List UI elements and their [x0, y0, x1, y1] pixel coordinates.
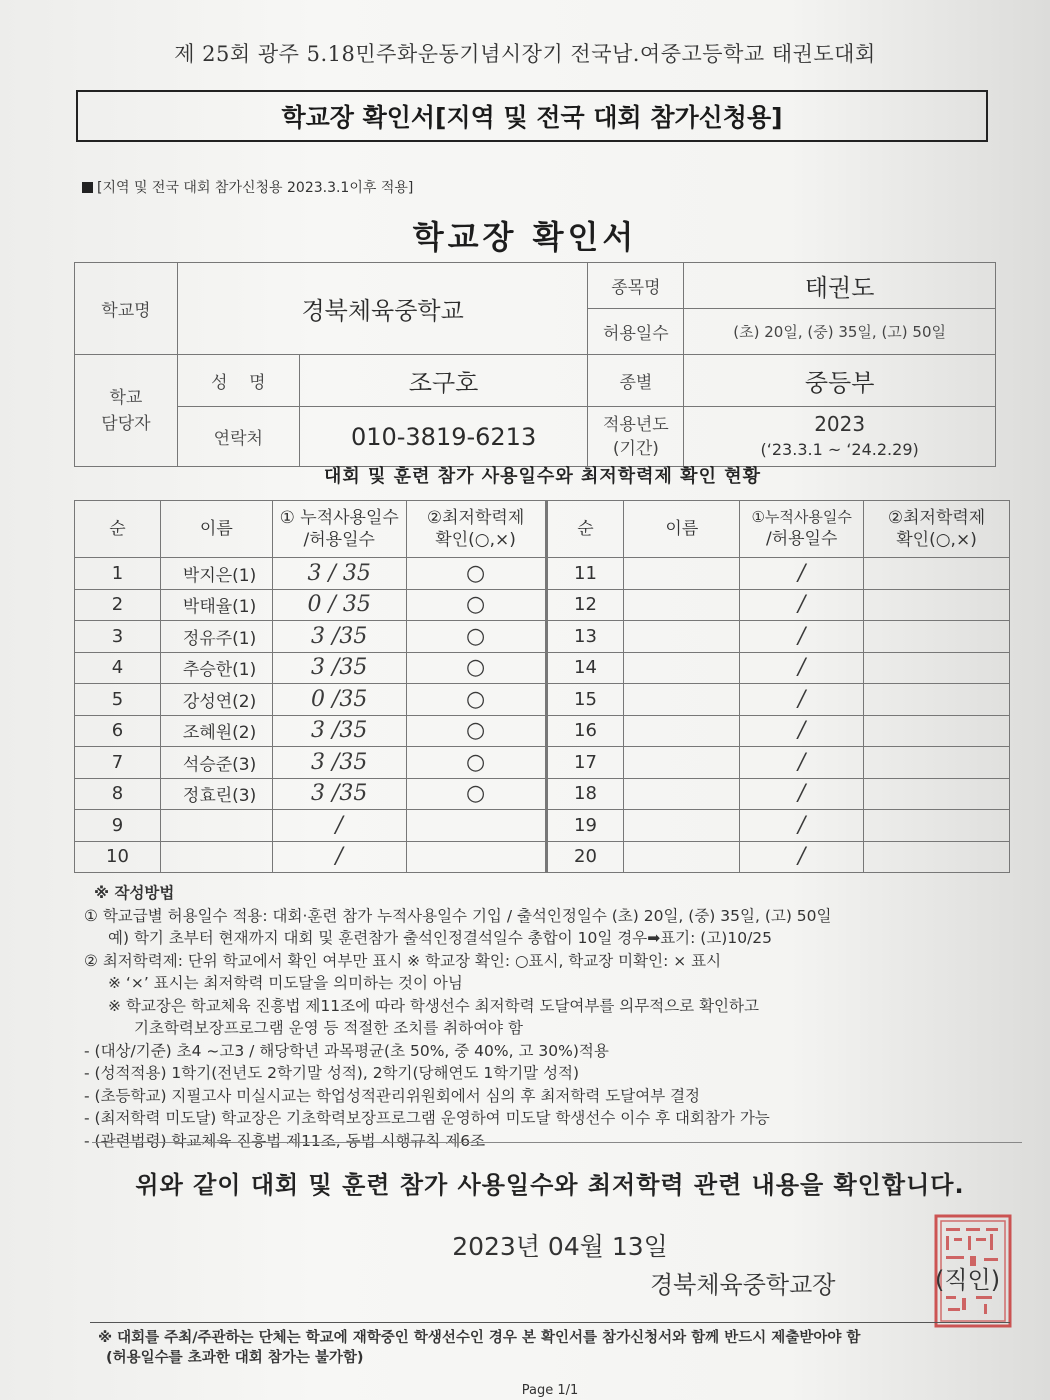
student-name: 박태율(1) [160, 589, 272, 621]
row-number: 16 [546, 715, 624, 747]
allowed-days-label: 허용일수 [588, 309, 684, 355]
confirmation-statement: 위와 같이 대회 및 훈련 참가 사용일수와 최저학력 관련 내용을 확인합니다. [135, 1171, 965, 1199]
division-label: 종별 [588, 355, 684, 407]
used-days: / [740, 589, 864, 621]
used-days: / [740, 652, 864, 684]
used-days: / [740, 778, 864, 810]
used-days: / [272, 810, 406, 842]
apply-note-text: [지역 및 전국 대회 참가신청용 2023.3.1이후 적용] [97, 180, 414, 196]
row-number: 2 [75, 589, 161, 621]
col-min-line2: 확인(○,×) [435, 530, 516, 550]
row-number: 20 [546, 841, 624, 873]
col-no: 순 [75, 501, 161, 558]
col-name: 이름 [160, 501, 272, 558]
min-level-check [864, 684, 1010, 716]
year-label-line1: 적용년도 [603, 414, 669, 435]
school-name-label: 학교명 [75, 263, 178, 355]
used-days: 0 /35 [272, 684, 406, 716]
instruction-line: ② 최저학력제: 단위 학교에서 확인 여부만 표시 ※ 학교장 확인: ○표시, 학교장 미확인: × 표시 [84, 951, 722, 970]
col-min-line1: ②최저학력제 [426, 507, 525, 528]
min-level-check [864, 621, 1010, 653]
contact-value: 010-3819-6213 [299, 407, 588, 467]
used-days: 0 / 35 [272, 589, 406, 621]
row-number: 6 [75, 715, 161, 747]
row-number: 17 [546, 747, 624, 779]
instruction-line: - (대상/기준) 초4 ~고3 / 해당학년 과목평균(초 50%, 중 40%, 고 30%)적용 [84, 1041, 609, 1060]
school-manager-label: 학교 담당자 [75, 355, 178, 467]
min-level-check [864, 810, 1010, 842]
student-name [160, 810, 272, 842]
instruction-line: - (성적적용) 1학기(전년도 2학기말 성적), 2학기(당해연도 1학기말 성적) [84, 1064, 580, 1082]
min-level-check [864, 715, 1010, 747]
table-row [75, 684, 1010, 716]
min-level-check: ○ [406, 684, 546, 716]
used-days: 3 /35 [272, 747, 406, 779]
divider [90, 1322, 1010, 1323]
square-bullet-icon [82, 182, 93, 193]
used-days: / [740, 715, 864, 747]
footnote-line2: (허용일수를 초과한 대회 참가는 불가함) [106, 1350, 364, 1366]
student-name [624, 621, 740, 653]
table-row [75, 589, 1010, 621]
col-min-right [864, 501, 1010, 558]
instruction-line: ① 학교급별 허용일수 적용: 대회·훈련 참가 누적사용일수 기입 / 출석인정일수 (초) 20일, (중) 35일, (고) 50일 [84, 906, 832, 925]
min-level-check: ○ [406, 747, 546, 779]
row-number: 1 [75, 558, 161, 590]
school-info-table [74, 262, 996, 467]
col-days-right [740, 501, 864, 558]
table-row [75, 558, 1010, 590]
instructions [84, 882, 1004, 1152]
student-name [624, 652, 740, 684]
col-min-right-line2: 확인(○,×) [896, 530, 977, 550]
footnote [98, 1328, 860, 1368]
used-days: / [740, 810, 864, 842]
manager-name-label: 성 명 [177, 355, 299, 407]
used-days: / [740, 558, 864, 590]
instruction-line: 기초학력보장프로그램 운영 등 적절한 조치를 취하여야 함 [134, 1019, 523, 1037]
min-level-check: ○ [406, 589, 546, 621]
year-label [588, 407, 684, 467]
student-name [624, 810, 740, 842]
row-number: 5 [75, 684, 161, 716]
used-days: 3 /35 [272, 652, 406, 684]
table-row [75, 747, 1010, 779]
row-number: 14 [546, 652, 624, 684]
year-label-line2: (기간) [612, 438, 659, 459]
year-cell [684, 407, 996, 467]
row-number: 13 [546, 621, 624, 653]
allowed-days-value: (초) 20일, (중) 35일, (고) 50일 [684, 309, 996, 355]
used-days: / [272, 841, 406, 873]
min-level-check: ○ [406, 621, 546, 653]
event-value: 태권도 [684, 263, 996, 309]
student-name [624, 589, 740, 621]
form-box-title: 학교장 확인서[지역 및 전국 대회 참가신청용] [76, 90, 988, 142]
student-name [624, 684, 740, 716]
instructions-heading: ※ 작성방법 [94, 884, 175, 902]
used-days: 3 /35 [272, 621, 406, 653]
min-level-check: ○ [406, 558, 546, 590]
used-days: / [740, 841, 864, 873]
min-level-check [406, 810, 546, 842]
student-name [160, 841, 272, 873]
event-label: 종목명 [588, 263, 684, 309]
col-days-line1: ① 누적사용일수 [279, 507, 399, 528]
student-name [624, 715, 740, 747]
seal-label: (직인) [935, 1266, 1001, 1294]
student-name: 추승한(1) [160, 652, 272, 684]
confirmation-date: 2023년 04월 13일 [452, 1232, 668, 1261]
event-title: 제 25회 광주 5.18민주화운동기념시장기 전국남.여중고등학교 태권도대회 [174, 42, 876, 66]
student-name [624, 747, 740, 779]
min-level-check [864, 589, 1010, 621]
used-days: / [740, 621, 864, 653]
col-days [272, 501, 406, 558]
student-name: 정효린(3) [160, 778, 272, 810]
min-level-check: ○ [406, 778, 546, 810]
instruction-line: - (최저학력 미도달) 학교장은 기초학력보장프로그램 운영하여 미도달 학생선수 이수 후 대회참가 가능 [84, 1109, 770, 1127]
min-level-check [406, 841, 546, 873]
student-name: 석승준(3) [160, 747, 272, 779]
student-name: 강성연(2) [160, 684, 272, 716]
instruction-line: - (초등학교) 지필고사 미실시교는 학업성적관리위원회에서 심의 후 최저학력 도달여부 결정 [84, 1086, 701, 1105]
roster-section-title: 대회 및 훈련 참가 사용일수와 최저학력제 확인 현황 [323, 466, 761, 487]
instruction-line: - (관련법령) 학교체육 진흥법 제11조, 동법 시행규칙 제6조 [84, 1131, 486, 1150]
col-days-line2: /허용일수 [303, 530, 375, 550]
table-row [75, 621, 1010, 653]
document-title: 학교장 확인서 [412, 218, 638, 256]
row-number: 10 [75, 841, 161, 873]
instruction-line: ※ 학교장은 학교체육 진흥법 제11조에 따라 학생선수 최저학력 도달여부를 의무적으로 확인하고 [108, 996, 759, 1015]
instruction-line: ※ ‘×’ 표시는 최저학력 미도달을 의미하는 것이 아님 [108, 974, 463, 992]
col-name-right: 이름 [624, 501, 740, 558]
min-level-check [864, 558, 1010, 590]
student-name: 정유주(1) [160, 621, 272, 653]
row-number: 7 [75, 747, 161, 779]
table-row [75, 810, 1010, 842]
apply-note [82, 177, 413, 197]
min-level-check [864, 841, 1010, 873]
page-number: Page 1/1 [521, 1383, 579, 1398]
roster-body [75, 558, 1010, 873]
footnote-line1: ※ 대회를 주최/주관하는 단체는 학교에 재학중인 학생선수인 경우 본 확인서를 참가신청서와 함께 반드시 제출받아야 함 [98, 1330, 861, 1346]
row-number: 3 [75, 621, 161, 653]
row-number: 4 [75, 652, 161, 684]
row-number: 12 [546, 589, 624, 621]
student-name [624, 558, 740, 590]
col-min [406, 501, 546, 558]
manager-name-value: 조구호 [299, 355, 588, 407]
used-days: 3 /35 [272, 715, 406, 747]
min-level-check [864, 652, 1010, 684]
row-number: 11 [546, 558, 624, 590]
used-days: / [740, 747, 864, 779]
roster-header-row [75, 501, 1010, 558]
row-number: 18 [546, 778, 624, 810]
col-days-right-line1: ①누적사용일수 [751, 508, 852, 527]
instruction-line: 예) 학기 초부터 현재까지 대회 및 훈련참가 출석인정결석일수 총합이 10일 경우➡표기: (고)10/25 [108, 929, 773, 947]
used-days: / [740, 684, 864, 716]
contact-label: 연락처 [177, 407, 299, 467]
roster-table [74, 500, 1010, 873]
row-number: 9 [75, 810, 161, 842]
col-no-right: 순 [546, 501, 624, 558]
division-value: 중등부 [684, 355, 996, 407]
year-value: 2023 [814, 411, 866, 436]
col-min-right-line1: ②최저학력제 [887, 507, 986, 528]
row-number: 19 [546, 810, 624, 842]
min-level-check [864, 747, 1010, 779]
table-row [75, 715, 1010, 747]
table-row [75, 652, 1010, 684]
period-value: (‘23.3.1 ~ ‘24.2.29) [760, 439, 919, 459]
min-level-check: ○ [406, 652, 546, 684]
used-days: 3 / 35 [272, 558, 406, 590]
table-row [75, 841, 1010, 873]
divider [92, 1142, 1022, 1143]
student-name: 박지은(1) [160, 558, 272, 590]
used-days: 3 /35 [272, 778, 406, 810]
col-days-right-line2: /허용일수 [765, 528, 838, 549]
school-name-value: 경북체육중학교 [177, 263, 588, 355]
student-name [624, 841, 740, 873]
student-name [624, 778, 740, 810]
principal-signature-name: 경북체육중학교장 [650, 1271, 836, 1299]
student-name: 조혜원(2) [160, 715, 272, 747]
row-number: 8 [75, 778, 161, 810]
min-level-check: ○ [406, 715, 546, 747]
min-level-check [864, 778, 1010, 810]
row-number: 15 [546, 684, 624, 716]
table-row [75, 778, 1010, 810]
